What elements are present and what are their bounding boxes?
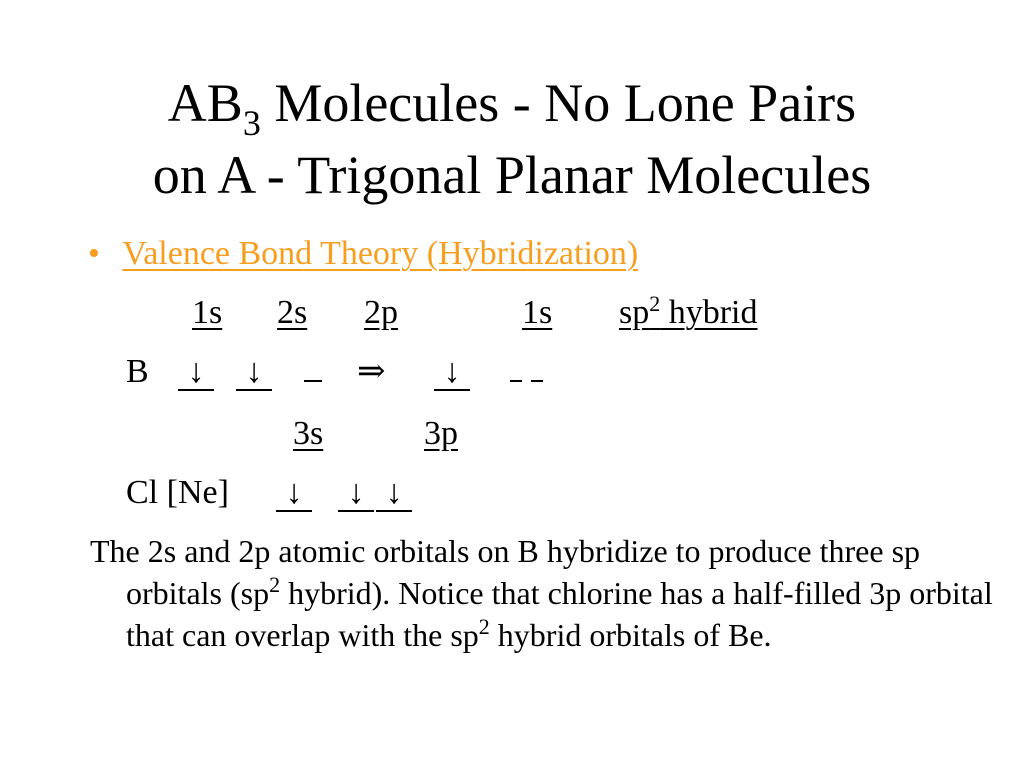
superscript-2: 2	[269, 571, 281, 597]
explanation-paragraph: The 2s and 2p atomic orbitals on B hybridize to produce three sp orbitals ($sp^2$ hybrid). Notice that chlorine has a half-filled 3p orbital that can overlap with the $sp^2$ hybrid orbitals of Be.	[90, 533, 993, 653]
col-3s-heading: 3s	[293, 415, 324, 452]
boron-2p-orbital-empty	[304, 352, 322, 392]
boron-sp2-orbitals-empty	[510, 352, 543, 392]
bullet-line	[88, 234, 638, 274]
chlorine-3p-orbital-2: ↓	[376, 473, 412, 513]
col-hybrid-1s-heading: 1s	[522, 294, 553, 331]
title-suffix: Molecules - No Lone Pairs	[260, 73, 857, 133]
hybridization-link[interactable]: Valence Bond Theory (Hybridization)	[122, 235, 639, 272]
bullet-marker: •	[88, 235, 100, 272]
chlorine-3p-orbital-1: ↓	[338, 473, 374, 513]
superscript-2: 2	[478, 613, 490, 639]
slide-title	[0, 70, 1024, 208]
boron-1s-orbital: ↓	[178, 352, 214, 392]
chlorine-3s-orbital: ↓	[276, 473, 312, 513]
col-2s-heading: 2s	[277, 294, 308, 331]
title-line-2: on A - Trigonal Planar Molecules	[152, 145, 872, 205]
title-line-1	[0, 70, 1024, 142]
implies-arrow: ⇒	[357, 353, 386, 390]
col-3p-heading: 3p	[424, 415, 458, 452]
col-sp2-hybrid-heading: $sp^2$ hybrid	[619, 290, 758, 331]
title-prefix: AB	[167, 73, 243, 133]
title-subscript: 3	[242, 103, 261, 143]
col-1s-heading: 1s	[192, 294, 223, 331]
boron-label: B	[126, 353, 149, 390]
chlorine-label: Cl [Ne]	[126, 474, 229, 511]
boron-hybrid-1s-orbital: ↓	[434, 352, 470, 392]
boron-2s-orbital: ↓	[236, 352, 272, 392]
col-2p-heading: 2p	[364, 294, 398, 331]
orbital-header-row	[88, 293, 222, 333]
